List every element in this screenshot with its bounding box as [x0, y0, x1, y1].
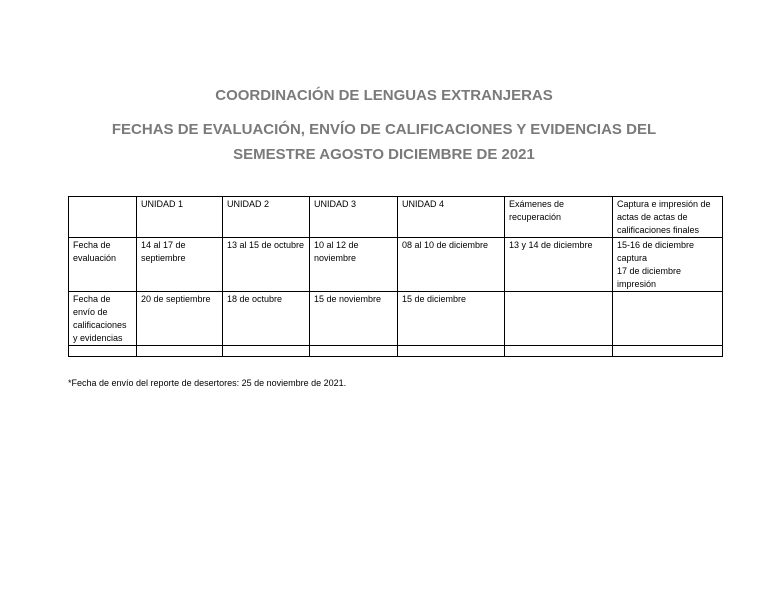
table-cell: 14 al 17 de septiembre [137, 238, 223, 292]
header-cell-unidad-1: UNIDAD 1 [137, 197, 223, 238]
row-label-envio: Fecha de envío de calificaciones y evidencias [69, 292, 137, 346]
row-label-evaluacion: Fecha de evaluación [69, 238, 137, 292]
table-cell [223, 346, 310, 357]
table-cell: 13 y 14 de diciembre [505, 238, 613, 292]
table-cell: 18 de octubre [223, 292, 310, 346]
table-cell [613, 238, 723, 292]
impresion-date: 17 de diciembre impresión [617, 266, 682, 289]
table-row-empty [69, 346, 723, 357]
table-cell: 15 de noviembre [310, 292, 398, 346]
header-cell-empty [69, 197, 137, 238]
header-cell-unidad-3: UNIDAD 3 [310, 197, 398, 238]
table-row [69, 238, 723, 292]
header-cell-unidad-2: UNIDAD 2 [223, 197, 310, 238]
table-header-row [69, 197, 723, 238]
title-line-1: COORDINACIÓN DE LENGUAS EXTRANJERAS [215, 87, 553, 104]
table-cell: 20 de septiembre [137, 292, 223, 346]
table-row [69, 292, 723, 346]
table-cell [505, 292, 613, 346]
evaluation-schedule-table [68, 196, 723, 357]
table-cell [310, 346, 398, 357]
table-cell [398, 346, 505, 357]
title-line-3: SEMESTRE AGOSTO DICIEMBRE DE 2021 [233, 146, 535, 163]
table-cell [613, 346, 723, 357]
table-cell: 08 al 10 de diciembre [398, 238, 505, 292]
table-cell: 15 de diciembre [398, 292, 505, 346]
captura-date: 15-16 de diciembre captura [617, 240, 695, 263]
table-cell: 10 al 12 de noviembre [310, 238, 398, 292]
header-cell-captura: Captura e impresión de actas de actas de calificaciones finales [613, 197, 723, 238]
title-line-2: FECHAS DE EVALUACIÓN, ENVÍO DE CALIFICACIONES Y EVIDENCIAS DEL [111, 121, 657, 138]
table-cell [505, 346, 613, 357]
header-cell-unidad-4: UNIDAD 4 [398, 197, 505, 238]
table-cell: 13 al 15 de octubre [223, 238, 310, 292]
table-cell [137, 346, 223, 357]
table-cell [613, 292, 723, 346]
table-cell [69, 346, 137, 357]
header-cell-recuperacion: Exámenes de recuperación [505, 197, 613, 238]
footnote: *Fecha de envío del reporte de desertores: 25 de noviembre de 2021. [68, 378, 347, 388]
